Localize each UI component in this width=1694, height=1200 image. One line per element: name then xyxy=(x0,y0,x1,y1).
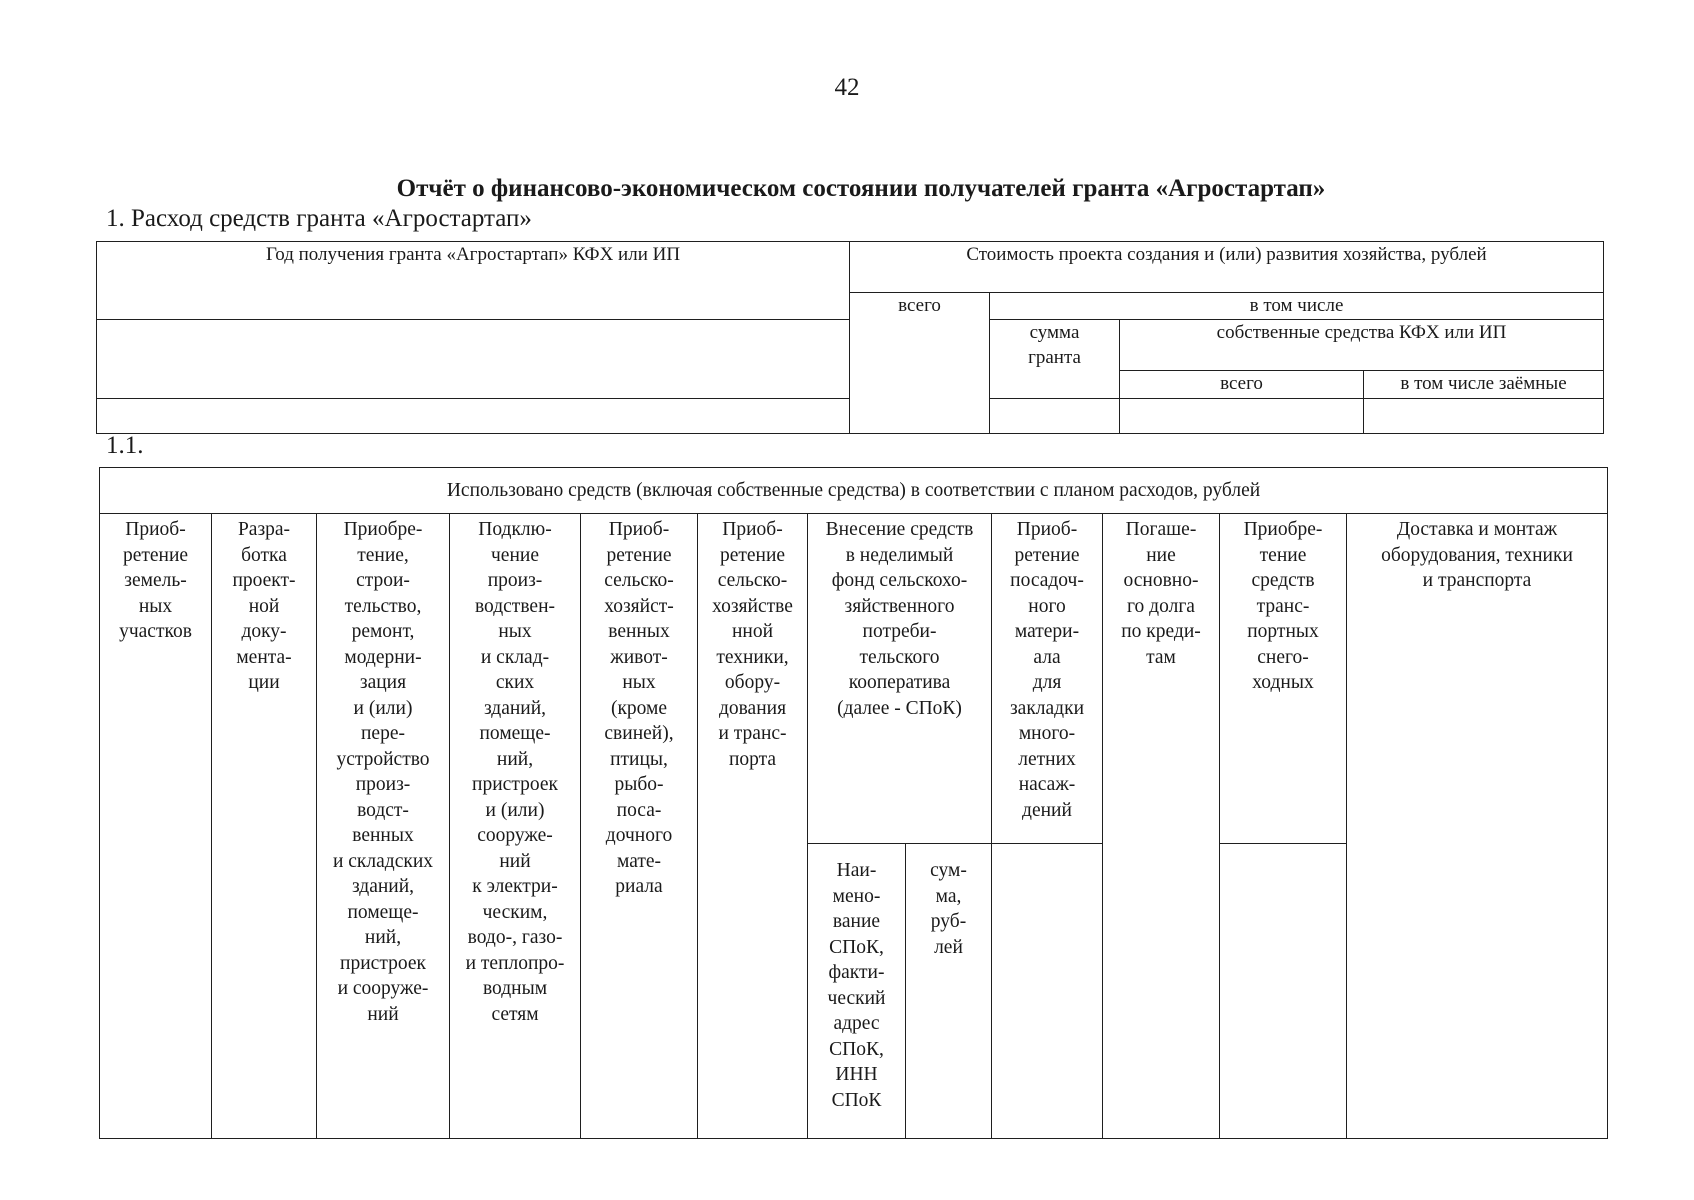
grant-year-cell[interactable] xyxy=(97,320,850,399)
project-cost-header: Стоимость проекта создания и (или) развития хозяйства, рублей xyxy=(850,242,1604,293)
section-heading-1-1: 1.1. xyxy=(106,432,144,459)
page-number: 42 xyxy=(834,74,860,101)
own-funds-header: собственные средства КФХ или ИП xyxy=(1120,320,1604,371)
report-title: Отчёт о финансово-экономическом состоянии получателей гранта «Агростартап» xyxy=(396,175,1326,202)
column-spok-contribution: Внесение средств в неделимый фонд сельскохо- зяйственного потреби- тельского кооператива (далее - СПоК) xyxy=(808,514,992,844)
column-utility-connection: Подклю- чение произ- водствен- ных и склад- ских зданий, помеще- ний, пристроек и (или) сооруже- ний к электри- ческим, водо-, газо- и теплопро- водным сетям xyxy=(450,514,581,1139)
funds-usage-table xyxy=(99,467,1608,1139)
column-animals-purchase: Приоб- ретение сельско- хозяйст- венных живот- ных (кроме свиней), птицы, рыбо- поса- дочного мате- риала xyxy=(581,514,698,1139)
spok-sum-header: сум- ма, руб- лей xyxy=(906,844,992,1139)
grant-year-value-cell[interactable] xyxy=(97,399,850,434)
own-funds-borrowed-cell[interactable] xyxy=(1364,399,1604,434)
planting-material-cell[interactable] xyxy=(992,844,1103,1139)
section-heading-1: 1. Расход средств гранта «Агростартап» xyxy=(106,205,532,232)
spok-name-header: Наи- мено- вание СПоК, факти- ческий адрес СПоК, ИНН СПоК xyxy=(808,844,906,1139)
column-machinery-purchase: Приоб- ретение сельско- хозяйстве нной техники, обору- дования и транс- порта xyxy=(698,514,808,1139)
grant-expense-table xyxy=(96,241,1604,434)
snowmobiles-cell[interactable] xyxy=(1220,844,1347,1139)
own-funds-total-header: всего xyxy=(1120,371,1364,399)
including-header: в том числе xyxy=(990,293,1604,320)
grant-sum-header: сумма гранта xyxy=(990,320,1120,399)
column-snowmobiles: Приобре- тение средств транс- портных снего- ходных xyxy=(1220,514,1347,844)
column-loan-repayment: Погаше- ние основно- го долга по креди- там xyxy=(1103,514,1220,1139)
grant-sum-cell[interactable] xyxy=(990,399,1120,434)
column-land-purchase: Приоб- ретение земель- ных участков xyxy=(100,514,212,1139)
column-delivery-installation: Доставка и монтаж оборудования, техники и транспорта xyxy=(1347,514,1608,1139)
own-funds-total-cell[interactable] xyxy=(1120,399,1364,434)
cost-total-header: всего xyxy=(850,293,990,434)
funds-usage-header: Использовано средств (включая собственные средства) в соответствии с планом расходов, рублей xyxy=(100,468,1608,514)
own-funds-borrowed-header: в том числе заёмные xyxy=(1364,371,1604,399)
grant-year-header: Год получения гранта «Агростартап» КФХ или ИП xyxy=(97,242,850,320)
column-construction: Приобре- тение, строи- тельство, ремонт, модерни- зация и (или) пере- устройство произ- водст- венных и складских зданий, помеще- ний, пристроек и сооруже- ний xyxy=(317,514,450,1139)
column-project-docs: Разра- ботка проект- ной доку- мента- ции xyxy=(212,514,317,1139)
column-planting-material: Приоб- ретение посадоч- ного матери- ала для закладки много- летних насаж- дений xyxy=(992,514,1103,844)
